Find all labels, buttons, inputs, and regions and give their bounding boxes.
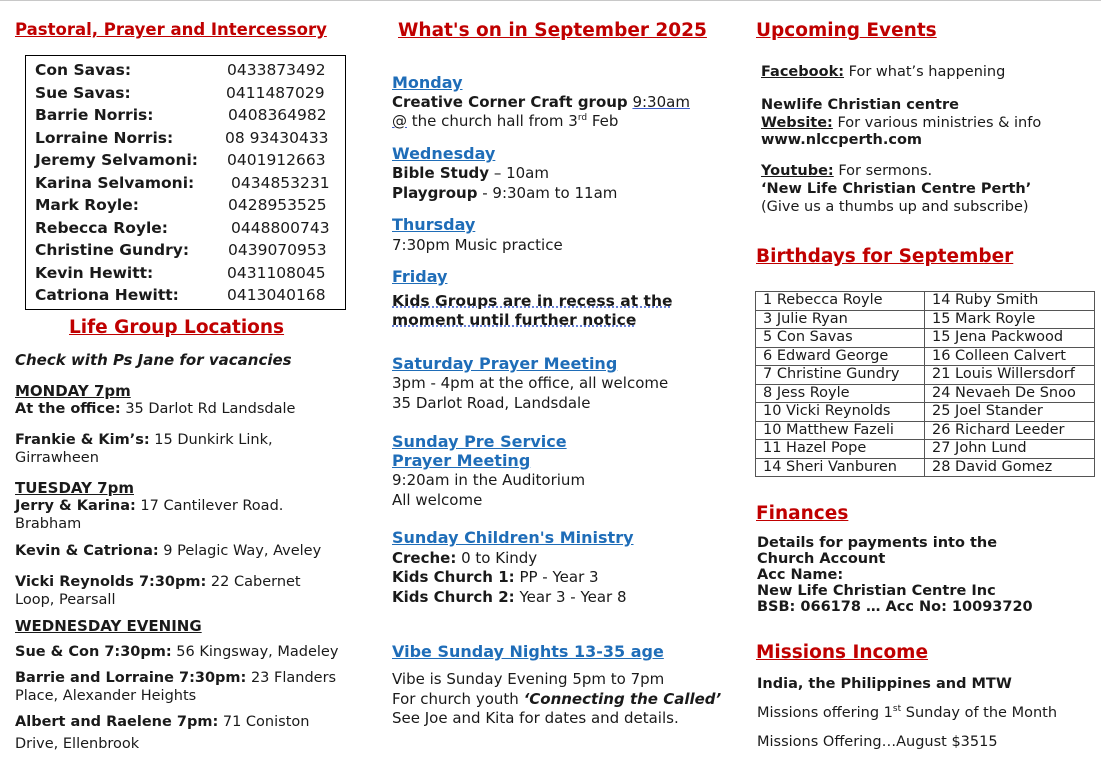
group-label: Albert and Raelene 7pm:: [15, 714, 219, 730]
youtube-note: (Give us a thumbs up and subscribe): [761, 199, 1029, 215]
birthday-cell: 7 Christine Gundry: [756, 366, 925, 385]
missions-text: Missions offering 1: [757, 705, 893, 721]
missions-line-1: India, the Philippines and MTW: [757, 676, 1012, 692]
birthday-cell: 21 Louis Willersdorf: [925, 366, 1095, 385]
thursday-line: 7:30pm Music practice: [392, 236, 563, 254]
birthday-cell: 5 Con Savas: [756, 329, 925, 348]
group-address: 15 Dunkirk Link,: [154, 432, 273, 448]
monday-line-1: [392, 93, 690, 112]
contact-phone: 08 93430433: [225, 128, 329, 147]
table-row: [756, 440, 1095, 459]
table-row: [756, 292, 1095, 311]
contact-phone: 0448800743: [231, 218, 330, 237]
finances-line-3: Acc Name:: [757, 567, 844, 583]
event-tagline: ‘Connecting the Called’: [523, 690, 722, 708]
missions-heading: Missions Income: [756, 642, 929, 663]
contact-phone: 0401912663: [227, 151, 326, 169]
group-address: 23 Flanders: [250, 670, 337, 686]
group-label: Vicki Reynolds 7:30pm:: [15, 574, 207, 590]
birthday-cell: 11 Hazel Pope: [756, 440, 925, 459]
table-row: [756, 403, 1095, 422]
group-address: 17 Cantilever Road.: [140, 498, 284, 514]
contact-name: Catriona Hewitt:: [35, 286, 179, 304]
frankie-group: [15, 431, 273, 449]
group-label: Barrie and Lorraine 7:30pm:: [15, 670, 247, 686]
youtube-text: For sermons.: [838, 163, 933, 179]
group-label: Frankie & Kim’s:: [15, 432, 150, 448]
contact-name: Kevin Hewitt:: [35, 263, 154, 282]
contact-phone: 0431108045: [227, 263, 326, 282]
kids-church-2-line: [392, 588, 627, 607]
whats-on-heading: What's on in September 2025: [398, 20, 707, 41]
website-label: Website:: [761, 115, 833, 131]
vicki-group: [15, 573, 301, 591]
birthday-cell: 14 Ruby Smith: [925, 292, 1095, 311]
sunday-children-heading: Sunday Children's Ministry: [392, 528, 634, 547]
contact-name: Jeremy Selvamoni:: [35, 151, 198, 169]
top-divider: [0, 0, 1101, 1]
birthday-cell: 8 Jess Royle: [756, 384, 925, 403]
group-label: At the office:: [15, 401, 121, 417]
missions-text: Sunday of the Month: [905, 705, 1058, 721]
event-detail: PP - Year 3: [519, 568, 599, 586]
table-row: [756, 310, 1095, 329]
birthday-cell: 3 Julie Ryan: [756, 310, 925, 329]
contact-phone: 0428953525: [228, 196, 327, 214]
friday-line-1: Kids Groups are in recess at the: [392, 292, 673, 310]
bible-study-line: [392, 164, 549, 183]
newlife-line: Newlife Christian centre: [761, 97, 959, 113]
contact-phone: 0411487029: [226, 83, 325, 102]
wednesday-day-heading: Wednesday: [392, 144, 496, 163]
finances-line-2: Church Account: [757, 551, 886, 567]
youtube-channel: ‘New Life Christian Centre Perth’: [761, 181, 1032, 197]
facebook-text: For what’s happening: [848, 64, 1006, 80]
website-text: For various ministries & info: [837, 115, 1042, 131]
youtube-line: [761, 162, 932, 180]
vibe-line-1: Vibe is Sunday Evening 5pm to 7pm: [392, 670, 665, 688]
albert-group: [15, 713, 309, 731]
group-address: 56 Kingsway, Madeley: [176, 644, 339, 660]
group-address: 9 Pelagic Way, Aveley: [163, 543, 322, 559]
missions-line-2: [757, 704, 1057, 722]
tuesday-heading: TUESDAY 7pm: [15, 479, 134, 497]
group-address: 71 Coniston: [222, 714, 310, 730]
saturday-line-1: 3pm - 4pm at the office, all welcome: [392, 374, 669, 392]
contact-phone: 0439070953: [228, 241, 327, 259]
birthday-cell: 1 Rebecca Royle: [756, 292, 925, 311]
sunday-pre-heading-1: Sunday Pre Service: [392, 432, 567, 451]
facebook-line: [761, 63, 1005, 81]
event-detail: Feb: [591, 112, 619, 130]
group-address: 22 Cabernet: [210, 574, 301, 590]
group-address: 35 Darlot Rd Landsdale: [125, 401, 296, 417]
contact-phone: 0433873492: [227, 61, 326, 79]
thursday-day-heading: Thursday: [392, 215, 476, 234]
birthdays-heading: Birthdays for September: [756, 246, 1014, 267]
event-at: @: [392, 112, 407, 130]
contact-name: Karina Selvamoni:: [35, 173, 195, 192]
birthday-cell: 28 David Gomez: [925, 458, 1095, 477]
website-url[interactable]: www.nlccperth.com: [761, 132, 923, 148]
life-group-heading: Life Group Locations: [69, 317, 285, 338]
contact-name: Barrie Norris:: [35, 106, 154, 124]
upcoming-events-heading: Upcoming Events: [756, 20, 937, 41]
superscript: st: [892, 704, 902, 715]
event-time: - 9:30am to 11am: [482, 184, 618, 202]
birthday-cell: 10 Vicki Reynolds: [756, 403, 925, 422]
saturday-line-2: 35 Darlot Road, Landsdale: [392, 394, 591, 412]
vibe-line-3: See Joe and Kita for dates and details.: [392, 709, 679, 727]
table-row: [756, 421, 1095, 440]
event-title: Creche:: [392, 549, 457, 567]
monday-day-heading: Monday: [392, 73, 463, 92]
birthday-cell: 6 Edward George: [756, 347, 925, 366]
birthday-cell: 26 Richard Leeder: [925, 421, 1095, 440]
group-address-cont: Loop, Pearsall: [15, 592, 116, 608]
table-row: [756, 329, 1095, 348]
sunday-pre-line-2: All welcome: [392, 491, 483, 509]
monday-heading: MONDAY 7pm: [15, 382, 131, 400]
jerry-group: [15, 497, 283, 515]
event-detail: For church youth: [392, 690, 519, 708]
contact-name: Mark Royle:: [35, 196, 139, 214]
facebook-label: Facebook:: [761, 64, 845, 80]
group-label: Jerry & Karina:: [15, 498, 136, 514]
vacancies-note: Check with Ps Jane for vacancies: [15, 351, 292, 369]
event-detail: 0 to Kindy: [461, 549, 538, 567]
kids-church-1-line: [392, 568, 599, 587]
monday-line-2: [392, 112, 618, 131]
birthdays-table: [755, 291, 1095, 477]
vibe-heading: Vibe Sunday Nights 13-35 age: [392, 642, 664, 661]
event-detail: Year 3 - Year 8: [519, 588, 627, 606]
contact-name: Sue Savas:: [35, 83, 131, 102]
contact-name: Rebecca Royle:: [35, 218, 168, 237]
table-row: [756, 458, 1095, 477]
event-title: Kids Church 2:: [392, 588, 515, 606]
creche-line: [392, 549, 537, 568]
event-title: Creative Corner Craft group: [392, 93, 628, 111]
event-detail: the church hall from 3: [411, 112, 578, 130]
table-row: [756, 366, 1095, 385]
sunday-pre-heading-2: Prayer Meeting: [392, 451, 531, 470]
contact-list-box: [25, 55, 346, 310]
birthday-cell: 15 Jena Packwood: [925, 329, 1095, 348]
finances-line-5: BSB: 066178 … Acc No: 10093720: [757, 599, 1033, 615]
birthday-cell: 27 John Lund: [925, 440, 1095, 459]
event-time: 9:30am: [632, 93, 690, 111]
contact-name: Con Savas:: [35, 61, 132, 79]
birthday-cell: 24 Nevaeh De Snoo: [925, 384, 1095, 403]
barrie-group: [15, 669, 336, 687]
birthday-cell: 25 Joel Stander: [925, 403, 1095, 422]
website-line: [761, 114, 1041, 132]
contact-name: Lorraine Norris:: [35, 128, 174, 147]
event-title: Kids Church 1:: [392, 568, 515, 586]
friday-line-2: moment until further notice: [392, 311, 637, 329]
contact-phone: 0413040168: [227, 286, 326, 304]
birthday-cell: 10 Matthew Fazeli: [756, 421, 925, 440]
event-title: Playgroup: [392, 184, 478, 202]
wednesday-heading: WEDNESDAY EVENING: [15, 617, 202, 635]
superscript: rd: [577, 113, 588, 123]
contact-name: Christine Gundry:: [35, 241, 190, 259]
sunday-pre-line-1: 9:20am in the Auditorium: [392, 471, 586, 489]
friday-day-heading: Friday: [392, 267, 448, 286]
finances-line-1: Details for payments into the: [757, 535, 998, 551]
group-label: Sue & Con 7:30pm:: [15, 644, 172, 660]
missions-line-3: Missions Offering…August $3515: [757, 734, 998, 750]
pastoral-heading: Pastoral, Prayer and Intercessory: [15, 20, 327, 39]
saturday-heading: Saturday Prayer Meeting: [392, 354, 618, 373]
kevin-group: [15, 542, 321, 560]
vibe-line-2: [392, 690, 721, 709]
contact-phone: 0434853231: [231, 173, 330, 192]
group-address-cont: Brabham: [15, 516, 82, 532]
table-row: [756, 384, 1095, 403]
group-address-cont: Drive, Ellenbrook: [15, 736, 140, 752]
group-label: Kevin & Catriona:: [15, 543, 159, 559]
birthday-cell: 16 Colleen Calvert: [925, 347, 1095, 366]
monday-office: [15, 400, 295, 418]
sue-group: [15, 643, 338, 661]
event-title: Bible Study: [392, 164, 490, 182]
finances-line-4: New Life Christian Centre Inc: [757, 583, 996, 599]
playgroup-line: [392, 184, 617, 203]
event-time: – 10am: [493, 164, 549, 182]
birthday-cell: 14 Sheri Vanburen: [756, 458, 925, 477]
birthday-cell: 15 Mark Royle: [925, 310, 1095, 329]
youtube-label: Youtube:: [761, 163, 834, 179]
contact-phone: 0408364982: [228, 106, 327, 124]
group-address-cont: Girrawheen: [15, 450, 99, 466]
table-row: [756, 347, 1095, 366]
finances-heading: Finances: [756, 503, 849, 524]
group-address-cont: Place, Alexander Heights: [15, 688, 197, 704]
